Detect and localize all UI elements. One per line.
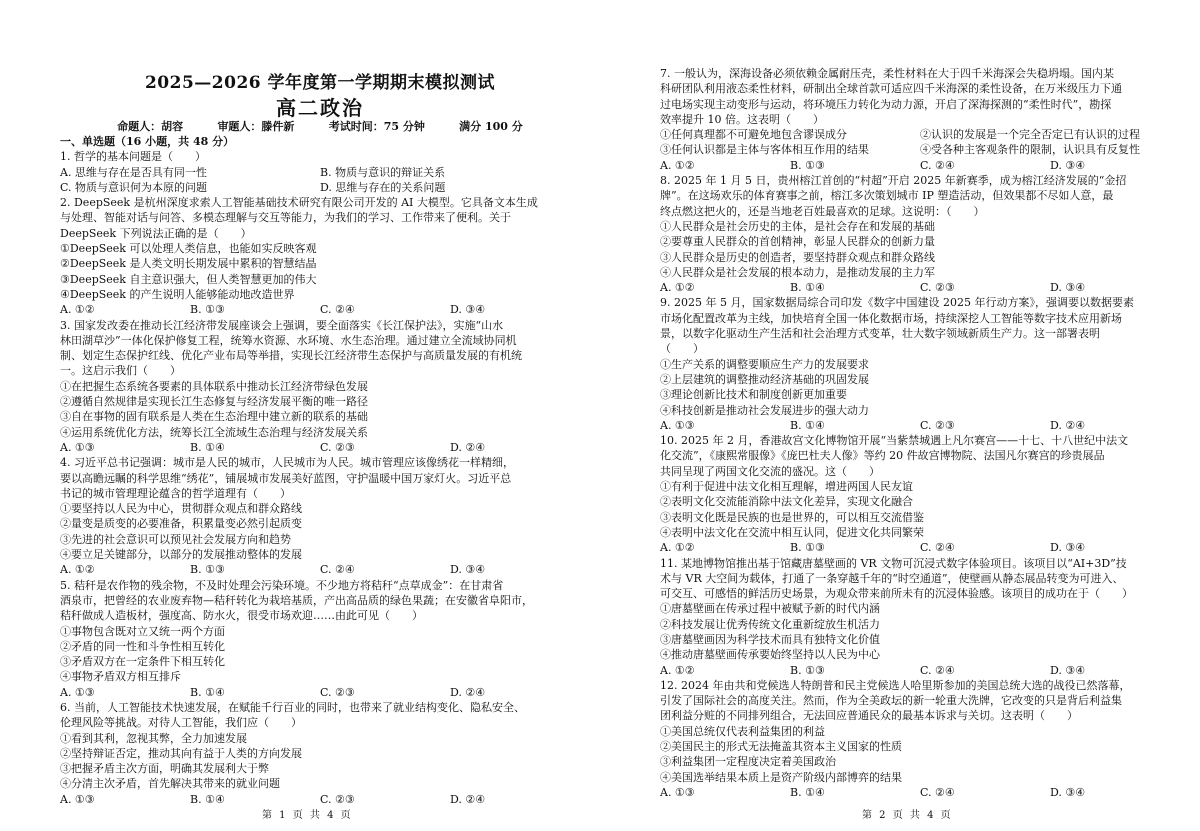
answer-option[interactable]: A. ①② bbox=[660, 663, 695, 677]
question-line: ④人民群众是社会发展的根本动力，是推动发展的主力军 bbox=[660, 265, 935, 279]
left-column bbox=[60, 134, 580, 807]
answer-option[interactable]: A. ①③ bbox=[60, 685, 95, 699]
answer-option[interactable]: C. ②③ bbox=[320, 440, 355, 454]
meta-time: 考试时间：75 分钟 bbox=[328, 120, 425, 133]
answer-option[interactable]: A. ①③ bbox=[660, 785, 695, 799]
question-line: ②科技发展让优秀传统文化重新绽放生机活力 bbox=[660, 617, 880, 631]
question-line: 引发了国际社会的高度关注。然而，作为全美政坛的新一轮重大洗牌，它改变的只是背后利益集 bbox=[660, 694, 1122, 708]
question-line: 7. 一般认为，深海设备必须依赖金属耐压壳，柔性材料在大于四千米海深会失稳坍塌。国内某 bbox=[660, 67, 1114, 80]
page-number-2: 第 2 页 共 4 页 bbox=[862, 810, 953, 821]
statement-grid bbox=[660, 127, 1180, 158]
question-line: 与处理、智能对话与问答、多模态理解与交互等能力，为我们的学习、工作带来了便利。关于 bbox=[60, 211, 511, 225]
answer-option[interactable]: B. 物质与意识的辩证关系 bbox=[320, 165, 446, 179]
answer-option[interactable]: C. ②③ bbox=[320, 685, 355, 699]
question-line: ③人民群众是历史的创造者，要坚持群众观点和群众路线 bbox=[660, 250, 935, 264]
question-line: 10. 2025 年 2 月，香港故宫文化博物馆开展“当紫禁城遇上凡尔赛宫——十七、十八世纪中法文 bbox=[660, 434, 1129, 448]
answer-options bbox=[60, 685, 580, 700]
exam-subject: 高二政治 bbox=[276, 96, 364, 120]
answer-option[interactable]: C. ②④ bbox=[920, 785, 955, 799]
answer-option[interactable]: D. ②④ bbox=[450, 792, 486, 806]
question-line: 术与 VR 大空间为载体，打通了一条穿越千年的“时空通道”，使壁画从静态展品转变为可进入、 bbox=[660, 571, 1124, 585]
answer-option[interactable]: D. ③④ bbox=[1050, 281, 1086, 295]
question-line: ②坚持辩证否定，推动其向有益于人类的方向发展 bbox=[60, 746, 302, 760]
section-heading: 一、单选题（16 小题，共 48 分） bbox=[60, 135, 235, 148]
question-line: ④美国选举结果本质上是资产阶级内部博弈的结果 bbox=[660, 770, 902, 784]
question-1 bbox=[660, 66, 1180, 173]
question-line: ③把握矛盾主次方面，明确其发展利大于弊 bbox=[60, 762, 269, 776]
answer-options bbox=[660, 663, 1180, 678]
answer-option[interactable]: C. ②④ bbox=[920, 663, 955, 677]
question-line: ③先进的社会意识可以预见社会发展方向和趋势 bbox=[60, 532, 291, 546]
question-3 bbox=[660, 295, 1180, 433]
question-line: ②要尊重人民群众的首创精神，彰显人民群众的创新力量 bbox=[660, 235, 935, 249]
question-2 bbox=[660, 173, 1180, 295]
question-line: 效率提升 10 倍。这表明（ ） bbox=[660, 112, 824, 126]
question-line: ③矛盾双方在一定条件下相互转化 bbox=[60, 655, 225, 669]
question-line: ①事物包含既对立又统一两个方面 bbox=[60, 624, 225, 638]
question-line: 4. 习近平总书记强调：城市是人民的城市，人民城市为人民。城市管理应该像绣花一样精细， bbox=[60, 456, 514, 470]
answer-option[interactable]: C. ②④ bbox=[920, 158, 955, 172]
question-line: ④表明中法文化在交流中相互认同，促进文化共同繁荣 bbox=[660, 525, 924, 539]
question-4 bbox=[60, 455, 580, 577]
answer-option[interactable]: D. ③④ bbox=[1050, 785, 1086, 799]
question-line: ①DeepSeek 可以处理人类信息，也能如实反映客观 bbox=[60, 242, 317, 256]
question-line: ①生产关系的调整要顺应生产力的发展要求 bbox=[660, 357, 869, 371]
question-line: ②表明文化交流能消除中法文化差异，实现文化融合 bbox=[660, 495, 913, 509]
answer-option[interactable]: A. ①③ bbox=[660, 418, 695, 432]
question-line: ③DeepSeek 自主意识强大，但人类智慧更加的伟大 bbox=[60, 272, 317, 286]
answer-option[interactable]: C. ②④ bbox=[320, 563, 355, 577]
answer-options bbox=[660, 158, 1180, 173]
right-column bbox=[660, 66, 1180, 800]
question-line: 书记的城市管理理论蕴含的哲学道理有（ ） bbox=[60, 486, 291, 500]
question-line: 9. 2025 年 5 月，国家数据局综合司印发《数字中国建设 2025 年行动方案》，强调要以数据要素 bbox=[660, 296, 1134, 310]
answer-options bbox=[660, 280, 1180, 295]
answer-option[interactable]: C. ②③ bbox=[920, 281, 955, 295]
question-line: 12. 2024 年由共和党候选人特朗普和民主党候选人哈里斯参加的美国总统大选的战役已然落幕， bbox=[660, 678, 1131, 692]
question-line: 终点燃这把火的，还是当地老百姓最喜欢的足球。这说明：（ ） bbox=[660, 204, 985, 218]
question-4 bbox=[660, 433, 1180, 555]
question-line: ④推动唐墓壁画传承要始终坚持以人民为中心 bbox=[660, 648, 880, 662]
answer-options bbox=[60, 302, 580, 317]
meta-score: 满分 100 分 bbox=[459, 120, 523, 133]
answer-option[interactable]: A. ①② bbox=[60, 303, 95, 317]
question-line: 要以高瞻远瞩的科学思维“绣花”，铺展城市发展美好蓝图，守护温暖中国万家灯火。习近平总 bbox=[60, 471, 512, 485]
question-line: ①看到其利，忽视其弊，全力加速发展 bbox=[60, 731, 247, 745]
answer-option[interactable]: B. ①④ bbox=[190, 685, 225, 699]
question-line: 市场化配置改革为主线，加快培育全国一体化数据市场，持续深挖人工智能等数字技术应用新场 bbox=[660, 311, 1122, 325]
answer-options bbox=[660, 418, 1180, 433]
page-number-1: 第 1 页 共 4 页 bbox=[262, 810, 353, 821]
question-5 bbox=[60, 578, 580, 700]
answer-options bbox=[660, 540, 1180, 555]
answer-option[interactable]: C. ②④ bbox=[320, 303, 355, 317]
statement: ①任何真理都不可避免地包含谬误成分 bbox=[660, 128, 847, 142]
answer-option[interactable]: B. ①③ bbox=[190, 303, 225, 317]
question-line: 牌”。在这场欢乐的体育赛事之前，榕江多次策划城市 IP 塑造活动，但效果都不尽如人意，最 bbox=[660, 189, 1114, 203]
answer-option[interactable]: B. ①④ bbox=[790, 785, 825, 799]
question-line: ①要坚持以人民为中心，贯彻群众观点和群众路线 bbox=[60, 502, 302, 516]
question-line: 11. 某地博物馆推出基于馆藏唐墓壁画的 VR 文物可沉浸式数字体验项目。该项目以“AI+3D”技 bbox=[660, 556, 1127, 570]
answer-option[interactable]: D. ③④ bbox=[450, 303, 486, 317]
question-5 bbox=[660, 556, 1180, 678]
meta-author: 命题人：胡容 bbox=[117, 120, 184, 133]
question-line: ①美国总统仅代表利益集团的利益 bbox=[660, 724, 825, 738]
question-line: DeepSeek 下列说法正确的是（ ） bbox=[60, 226, 252, 240]
question-line: ①在把握生态系统各要素的具体联系中推动长江经济带绿色发展 bbox=[60, 379, 368, 393]
answer-options bbox=[60, 562, 580, 577]
question-line: ④运用系统优化方法，统筹长江全流域生态治理与经济发展关系 bbox=[60, 425, 368, 439]
answer-option[interactable]: C. ②③ bbox=[920, 418, 955, 432]
question-line: ③理论创新比技术和制度创新更加重要 bbox=[660, 388, 847, 402]
question-3 bbox=[60, 318, 580, 456]
answer-option[interactable]: D. ③④ bbox=[1050, 663, 1086, 677]
question-6 bbox=[660, 678, 1180, 800]
answer-option[interactable]: D. ③④ bbox=[1050, 158, 1086, 172]
question-line: 制、划定生态保护红线、优化产业布局等举措，实现长江经济带生态保护与高质量发展的有机统 bbox=[60, 349, 522, 363]
answer-option[interactable]: B. ①④ bbox=[790, 281, 825, 295]
question-line: 2. DeepSeek 是杭州深度求索人工智能基础技术研究有限公司开发的 AI 大模型。它具备文本生成 bbox=[60, 196, 538, 210]
question-line: ①有利于促进中法文化相互理解，增进两国人民友谊 bbox=[660, 480, 913, 494]
statement: ③任何认识都是主体与客体相互作用的结果 bbox=[660, 143, 869, 157]
question-line: 5. 秸秆是农作物的残余物，不及时处理会污染环境。不少地方将秸秆“点草成金”：在甘肃省 bbox=[60, 578, 504, 592]
question-line: ③表明文化既是民族的也是世界的，可以相互交流借鉴 bbox=[660, 510, 924, 524]
answer-option[interactable]: C. ②③ bbox=[320, 792, 355, 806]
answer-option[interactable]: C. ②④ bbox=[920, 541, 955, 555]
answer-option[interactable]: D. ②④ bbox=[1050, 418, 1086, 432]
question-line: ②矛盾的同一性和斗争性相互转化 bbox=[60, 639, 225, 653]
question-line: ③唐墓壁画因为科学技术而具有独特文化价值 bbox=[660, 632, 880, 646]
answer-options bbox=[60, 165, 580, 196]
answer-options bbox=[660, 785, 1180, 800]
answer-option[interactable]: A. ①② bbox=[660, 158, 695, 172]
question-line: 科研团队利用液态柔性材料，研制出全球首款可适应四千米海深的柔性设备，在万米级压力下通 bbox=[660, 82, 1122, 96]
question-1 bbox=[60, 149, 580, 195]
answer-option[interactable]: D. ②④ bbox=[450, 440, 486, 454]
question-line: ②美国民主的形式无法掩盖其资本主义国家的性质 bbox=[660, 740, 902, 754]
question-line: ④事物矛盾双方相互排斥 bbox=[60, 670, 181, 684]
answer-option[interactable]: A. 思维与存在是否具有同一性 bbox=[60, 165, 207, 179]
answer-option[interactable]: A. ①② bbox=[60, 563, 95, 577]
question-line: ③利益集团一定程度决定着美国政治 bbox=[660, 755, 836, 769]
answer-option[interactable]: B. ①③ bbox=[790, 541, 825, 555]
question-line: ①人民群众是社会历史的主体，是社会存在和发展的基础 bbox=[660, 219, 935, 233]
answer-option[interactable]: D. 思维与存在的关系问题 bbox=[320, 180, 446, 194]
question-line: 化交流”，《康熙常服像》《庞巴杜夫人像》等约 20 件故宫博物院、法国凡尔赛宫的珍贵展品 bbox=[660, 449, 1105, 463]
answer-option[interactable]: B. ①③ bbox=[790, 158, 825, 172]
answer-option[interactable]: A. ①② bbox=[660, 281, 695, 295]
answer-option[interactable]: A. ①③ bbox=[60, 792, 95, 806]
answer-option[interactable]: B. ①④ bbox=[190, 792, 225, 806]
question-line: ②上层建筑的调整推动经济基础的巩固发展 bbox=[660, 372, 869, 386]
statement: ④受各种主客观条件的限制，认识具有反复性 bbox=[920, 143, 1140, 157]
question-line: ④科技创新是推动社会发展进步的强大动力 bbox=[660, 403, 869, 417]
question-line: 可交互、可感悟的鲜活历史场景，为观众带来前所未有的沉浸体验感。该项目的成功在于（ ） bbox=[660, 587, 1133, 601]
answer-options bbox=[60, 440, 580, 455]
answer-option[interactable]: C. 物质与意识何为本原的问题 bbox=[60, 180, 208, 194]
question-line: 1. 哲学的基本问题是（ ） bbox=[60, 150, 206, 164]
question-line: ④DeepSeek 的产生说明人能够能动地改造世界 bbox=[60, 287, 295, 301]
answer-option[interactable]: B. ①④ bbox=[190, 440, 225, 454]
question-line: 酒泉市，把曾经的农业废弃物—秸秆转化为栽培基质，产出高品质的绿色果蔬；在安徽省阜阳市， bbox=[60, 593, 533, 607]
exam-title: 2025—2026 学年度第一学期期末模拟测试 bbox=[144, 73, 496, 93]
answer-option[interactable]: B. ①③ bbox=[190, 563, 225, 577]
question-2 bbox=[60, 195, 580, 317]
question-line: 过电场实现主动变形与运动，将环境压力转化为动力源，开启了深海探测的“柔性时代”，勘探 bbox=[660, 97, 1112, 111]
meta-reviewer: 审题人：滕件新 bbox=[217, 120, 295, 133]
answer-option[interactable]: D. ③④ bbox=[1050, 541, 1086, 555]
question-line: 一。这启示我们（ ） bbox=[60, 364, 181, 378]
question-line: 8. 2025 年 1 月 5 日，贵州榕江首创的“村超”开启 2025 年新赛季，成为榕江经济发展的“金招 bbox=[660, 174, 1127, 188]
question-line: ①唐墓壁画在传承过程中被赋予新的时代内涵 bbox=[660, 602, 880, 616]
answer-options bbox=[60, 792, 580, 807]
question-line: 秸秆做成人造板材，强度高、防水火，很受市场欢迎……由此可见（ ） bbox=[60, 609, 423, 623]
answer-option[interactable]: B. ①③ bbox=[790, 663, 825, 677]
question-line: 共同呈现了两国文化交流的盛况。这（ ） bbox=[660, 464, 880, 478]
question-line: ④分清主次矛盾，首先解决其带来的就业问题 bbox=[60, 777, 280, 791]
question-line: 景，以数字化驱动生产生活和社会治理方式变革，壮大数字领域新质生产力。这一部署表明 bbox=[660, 327, 1100, 341]
answer-option[interactable]: A. ①② bbox=[660, 541, 695, 555]
question-line: 林田湖草沙”一体化保护修复工程，统筹水资源、水环境、水生态治理。通过建立全流域协同机 bbox=[60, 333, 517, 347]
statement: ②认识的发展是一个完全否定已有认识的过程 bbox=[920, 128, 1140, 142]
answer-option[interactable]: D. ③④ bbox=[450, 563, 486, 577]
question-line: ④要立足关键部分，以部分的发展推动整体的发展 bbox=[60, 548, 302, 562]
question-line: 6. 当前，人工智能技术快速发展，在赋能千行百业的同时，也带来了就业结构变化、隐私安全、 bbox=[60, 700, 525, 714]
question-line: ③自在事物的固有联系是人类在生态治理中建立新的联系的基础 bbox=[60, 410, 368, 424]
question-line: ②DeepSeek 是人类文明长期发展中累积的智慧结晶 bbox=[60, 257, 317, 271]
question-line: （ ） bbox=[660, 342, 704, 356]
question-6 bbox=[60, 700, 580, 807]
answer-option[interactable]: B. ①④ bbox=[790, 418, 825, 432]
question-line: 团利益分赃的不同排列组合，无法回应普通民众的最基本诉求与关切。这表明（ ） bbox=[660, 709, 1078, 723]
question-line: ②遵循自然规律是实现长江生态修复与经济发展平衡的唯一路径 bbox=[60, 395, 368, 409]
question-line: 伦理风险等挑战。对待人工智能，我们应（ ） bbox=[60, 716, 302, 730]
exam-meta bbox=[60, 118, 580, 134]
answer-option[interactable]: D. ②④ bbox=[450, 685, 486, 699]
question-line: ②量变是质变的必要准备，积累量变必然引起质变 bbox=[60, 517, 302, 531]
question-line: 3. 国家发改委在推动长江经济带发展座谈会上强调，要全面落实《长江保护法》，实施“山水 bbox=[60, 318, 504, 332]
answer-option[interactable]: A. ①③ bbox=[60, 440, 95, 454]
